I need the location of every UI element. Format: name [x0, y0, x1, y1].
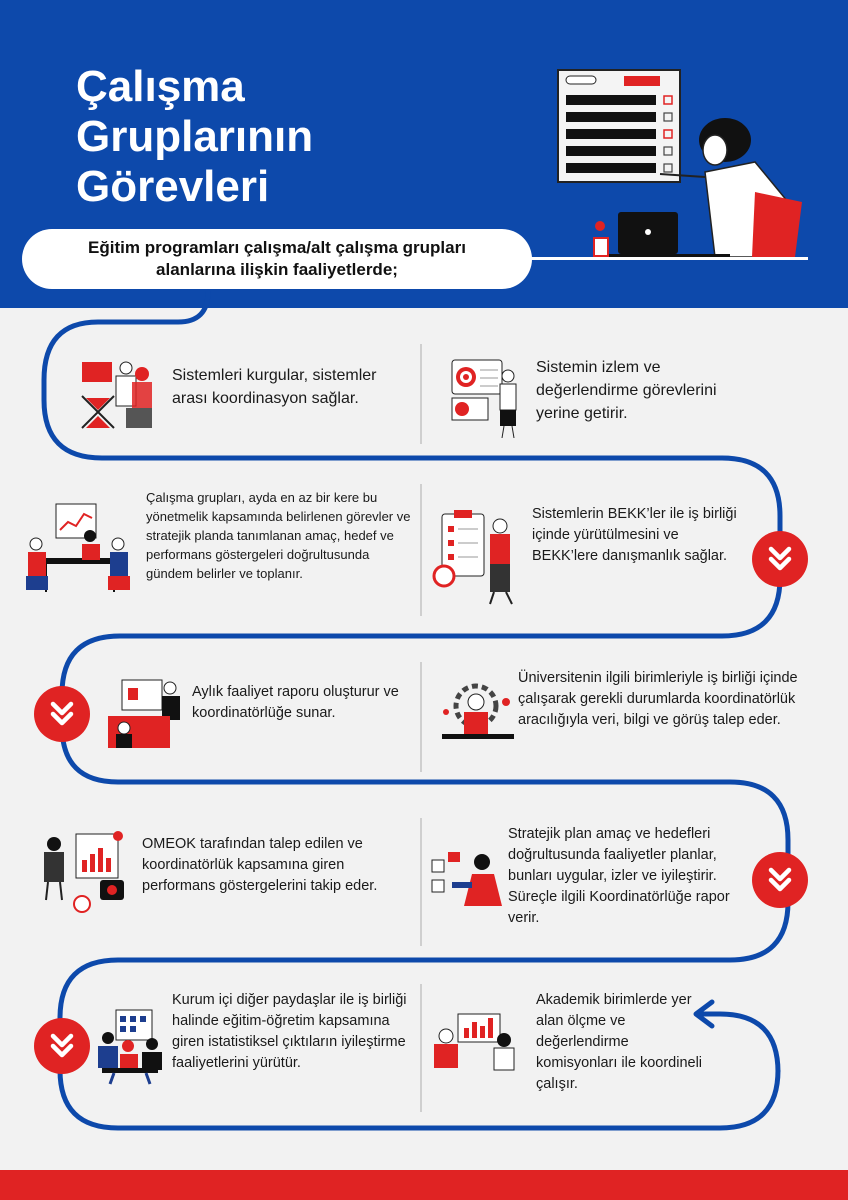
row-3-right-text: Üniversitenin ilgili birimleriyle iş birliği içinde çalışarak gerekli durumlarda koordinatörlük aracılığıyla veri, bilgi ve görüş talep eder. [518, 670, 798, 728]
illustration-planner [428, 846, 508, 910]
chevron-badge-1 [752, 531, 808, 587]
subtitle-line-2: alanlarına ilişkin faaliyetlerde; [156, 260, 398, 279]
row-5-divider [420, 984, 422, 1112]
footer-bar [0, 1170, 848, 1200]
chevron-double-down-icon [47, 699, 77, 729]
row-4-left-text: OMEOK tarafından talep edilen ve koordinatörlük kapsamına giren performans göstergelerini takip eder. [142, 836, 378, 894]
illustration-gears-person [436, 682, 520, 748]
row-4-right-text: Stratejik plan amaç ve hedefleri doğrultusunda faaliyetler planlar, bunları uygular, izler ve iyileştirir. Süreçle ilgili Koordinatörlüğe rapor verir. [508, 826, 730, 926]
row-1-left-text: Sistemleri kurgular, sistemler arası koordinasyon sağlar. [172, 367, 377, 407]
chevron-double-down-icon [765, 544, 795, 574]
row-3-left-text: Aylık faaliyet raporu oluşturur ve koordinatörlüğe sunar. [192, 684, 399, 721]
illustration-meeting [22, 500, 134, 600]
row-4-divider [420, 818, 422, 946]
row-1-divider [420, 344, 422, 444]
chevron-badge-4 [34, 1018, 90, 1074]
title-line-2: Gruplarının [76, 112, 314, 161]
illustration-team-board [94, 1006, 166, 1086]
illustration-checklist-person [432, 510, 522, 606]
chevron-double-down-icon [47, 1031, 77, 1061]
illustration-data-discussion [428, 1012, 520, 1076]
title-line-3: Görevleri [76, 162, 270, 211]
row-3-divider [420, 662, 422, 772]
row-5-left-text: Kurum içi diğer paydaşlar ile iş birliği halinde eğitim-öğretim kapsamına giren istatistiksel çıktıların iyileştirme faaliyetlerini yürütür. [172, 992, 407, 1071]
row-2-divider [420, 484, 422, 616]
illustration-target-board [448, 354, 526, 438]
illustration-presenter-chart [38, 830, 128, 914]
chevron-badge-3 [752, 852, 808, 908]
row-1-right-text: Sistemin izlem ve değerlendirme görevlerini yerine getirir. [536, 359, 717, 422]
illustration-team-puzzle [76, 352, 158, 432]
row-2-right-text: Sistemlerin BEKK’ler ile iş birliği içinde yürütülmesini ve BEKK’lere danışmanlık sağlar. [532, 506, 737, 564]
illustration-report [104, 676, 184, 752]
title-line-1: Çalışma [76, 62, 245, 111]
row-5-right-text: Akademik birimlerde yer alan ölçme ve değerlendirme komisyonları ile koordineli çalışır. [536, 992, 703, 1092]
chevron-double-down-icon [765, 865, 795, 895]
subtitle-line-1: Eğitim programları çalışma/alt çalışma grupları [88, 238, 466, 257]
chevron-badge-2 [34, 686, 90, 742]
row-2-left-text: Çalışma grupları, ayda en az bir kere bu yönetmelik kapsamında belirlenen görevler ve stratejik planda tanımlanan amaç, hedef ve performans göstergeleri doğrultusunda gündem belirler ve toplanır. [146, 490, 411, 581]
